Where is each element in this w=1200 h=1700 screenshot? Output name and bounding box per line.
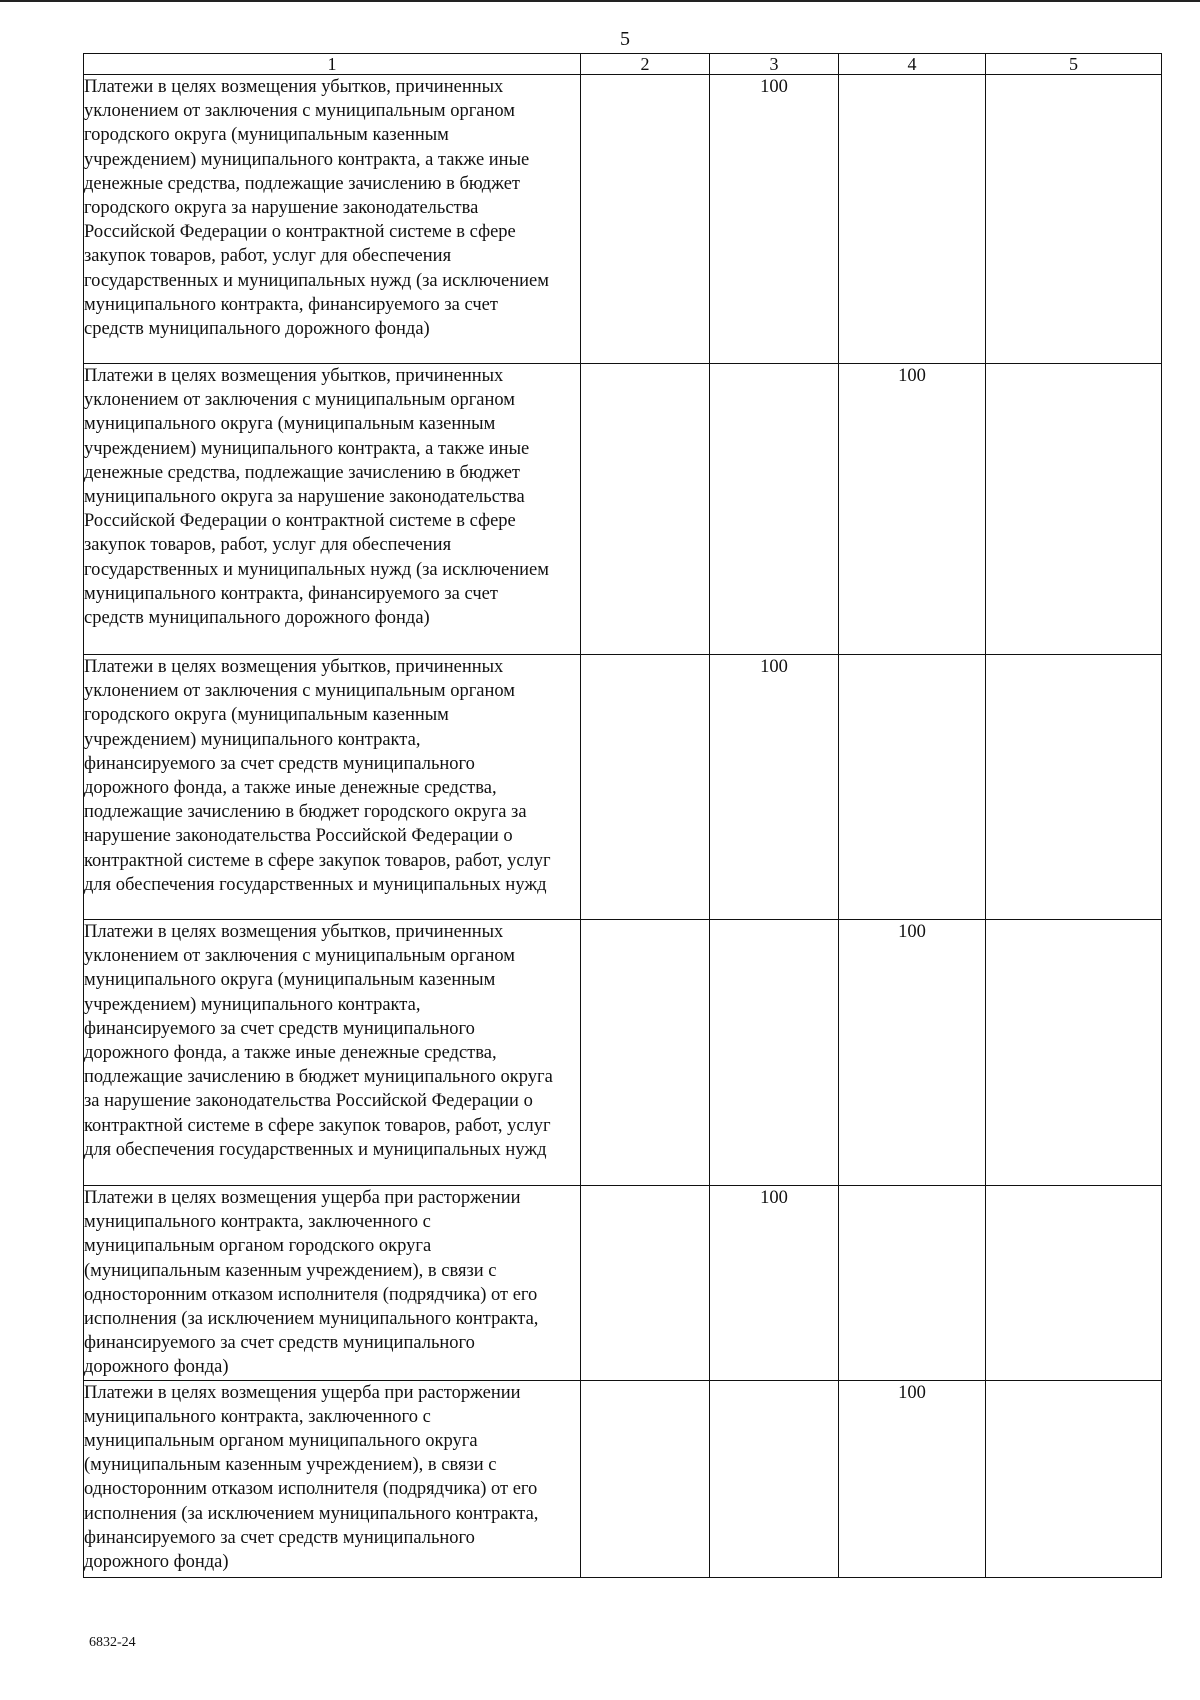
cell-col-2 bbox=[581, 1380, 710, 1577]
column-header-1: 1 bbox=[84, 54, 581, 75]
table-row bbox=[84, 75, 1162, 364]
column-header-5: 5 bbox=[986, 54, 1162, 75]
document-code: 6832-24 bbox=[89, 1635, 136, 1650]
cell-col-4 bbox=[839, 75, 986, 364]
cell-col-2 bbox=[581, 1186, 710, 1381]
cell-col-4 bbox=[839, 655, 986, 920]
cell-col-3: 100 bbox=[710, 75, 839, 364]
payments-table bbox=[83, 53, 1162, 1578]
row-description: Платежи в целях возмещения ущерба при расторжении муниципального контракта, заключенного с муниципальным органом муниципального округа (муниципальным казенным учреждением), в связи с односторонним отказом исполнителя (подрядчика) от его исполнения (за исключением муниципального контракта, финансируемого за счет средств муниципального дорожного фонда) bbox=[84, 1380, 581, 1577]
column-header-3: 3 bbox=[710, 54, 839, 75]
cell-col-5 bbox=[986, 364, 1162, 655]
row-description: Платежи в целях возмещения убытков, причиненных уклонением от заключения с муниципальным органом городского округа (муниципальным казенным учреждением) муниципального контракта, финансируемого за счет средств муниципального дорожного фонда, а также иные денежные средства, подлежащие зачислению в бюджет городского округа за нарушение законодательства Российской Федерации о контрактной системе в сфере закупок товаров, работ, услуг для обеспечения государственных и муниципальных нужд bbox=[84, 655, 581, 920]
scan-edge bbox=[0, 0, 1200, 2]
cell-col-2 bbox=[581, 75, 710, 364]
cell-col-4: 100 bbox=[839, 920, 986, 1186]
page-number: 5 bbox=[620, 28, 630, 50]
table-row bbox=[84, 1380, 1162, 1577]
column-header-4: 4 bbox=[839, 54, 986, 75]
cell-col-3: 100 bbox=[710, 655, 839, 920]
cell-col-5 bbox=[986, 1186, 1162, 1381]
cell-col-5 bbox=[986, 655, 1162, 920]
cell-col-3 bbox=[710, 1380, 839, 1577]
cell-col-5 bbox=[986, 75, 1162, 364]
cell-col-2 bbox=[581, 364, 710, 655]
cell-col-5 bbox=[986, 1380, 1162, 1577]
cell-col-4: 100 bbox=[839, 364, 986, 655]
cell-col-5 bbox=[986, 920, 1162, 1186]
column-header-2: 2 bbox=[581, 54, 710, 75]
cell-col-2 bbox=[581, 920, 710, 1186]
cell-col-4 bbox=[839, 1186, 986, 1381]
table-row bbox=[84, 920, 1162, 1186]
row-description: Платежи в целях возмещения убытков, причиненных уклонением от заключения с муниципальным органом городского округа (муниципальным казенным учреждением) муниципального контракта, а также иные денежные средства, подлежащие зачислению в бюджет городского округа за нарушение законодательства Российской Федерации о контрактной системе в сфере закупок товаров, работ, услуг для обеспечения государственных и муниципальных нужд (за исключением муниципального контракта, финансируемого за счет средств муниципального дорожного фонда) bbox=[84, 75, 581, 364]
row-description: Платежи в целях возмещения убытков, причиненных уклонением от заключения с муниципальным органом муниципального округа (муниципальным казенным учреждением) муниципального контракта, а также иные денежные средства, подлежащие зачислению в бюджет муниципального округа за нарушение законодательства Российской Федерации о контрактной системе в сфере закупок товаров, работ, услуг для обеспечения государственных и муниципальных нужд (за исключением муниципального контракта, финансируемого за счет средств муниципального дорожного фонда) bbox=[84, 364, 581, 655]
table-header-row bbox=[84, 54, 1162, 75]
cell-col-3: 100 bbox=[710, 1186, 839, 1381]
cell-col-3 bbox=[710, 364, 839, 655]
cell-col-2 bbox=[581, 655, 710, 920]
cell-col-3 bbox=[710, 920, 839, 1186]
table-row bbox=[84, 364, 1162, 655]
table-row bbox=[84, 1186, 1162, 1381]
row-description: Платежи в целях возмещения убытков, причиненных уклонением от заключения с муниципальным органом муниципального округа (муниципальным казенным учреждением) муниципального контракта, финансируемого за счет средств муниципального дорожного фонда, а также иные денежные средства, подлежащие зачислению в бюджет муниципального округа за нарушение законодательства Российской Федерации о контрактной системе в сфере закупок товаров, работ, услуг для обеспечения государственных и муниципальных нужд bbox=[84, 920, 581, 1186]
table-row bbox=[84, 655, 1162, 920]
cell-col-4: 100 bbox=[839, 1380, 986, 1577]
row-description: Платежи в целях возмещения ущерба при расторжении муниципального контракта, заключенного с муниципальным органом городского округа (муниципальным казенным учреждением), в связи с односторонним отказом исполнителя (подрядчика) от его исполнения (за исключением муниципального контракта, финансируемого за счет средств муниципального дорожного фонда) bbox=[84, 1186, 581, 1381]
